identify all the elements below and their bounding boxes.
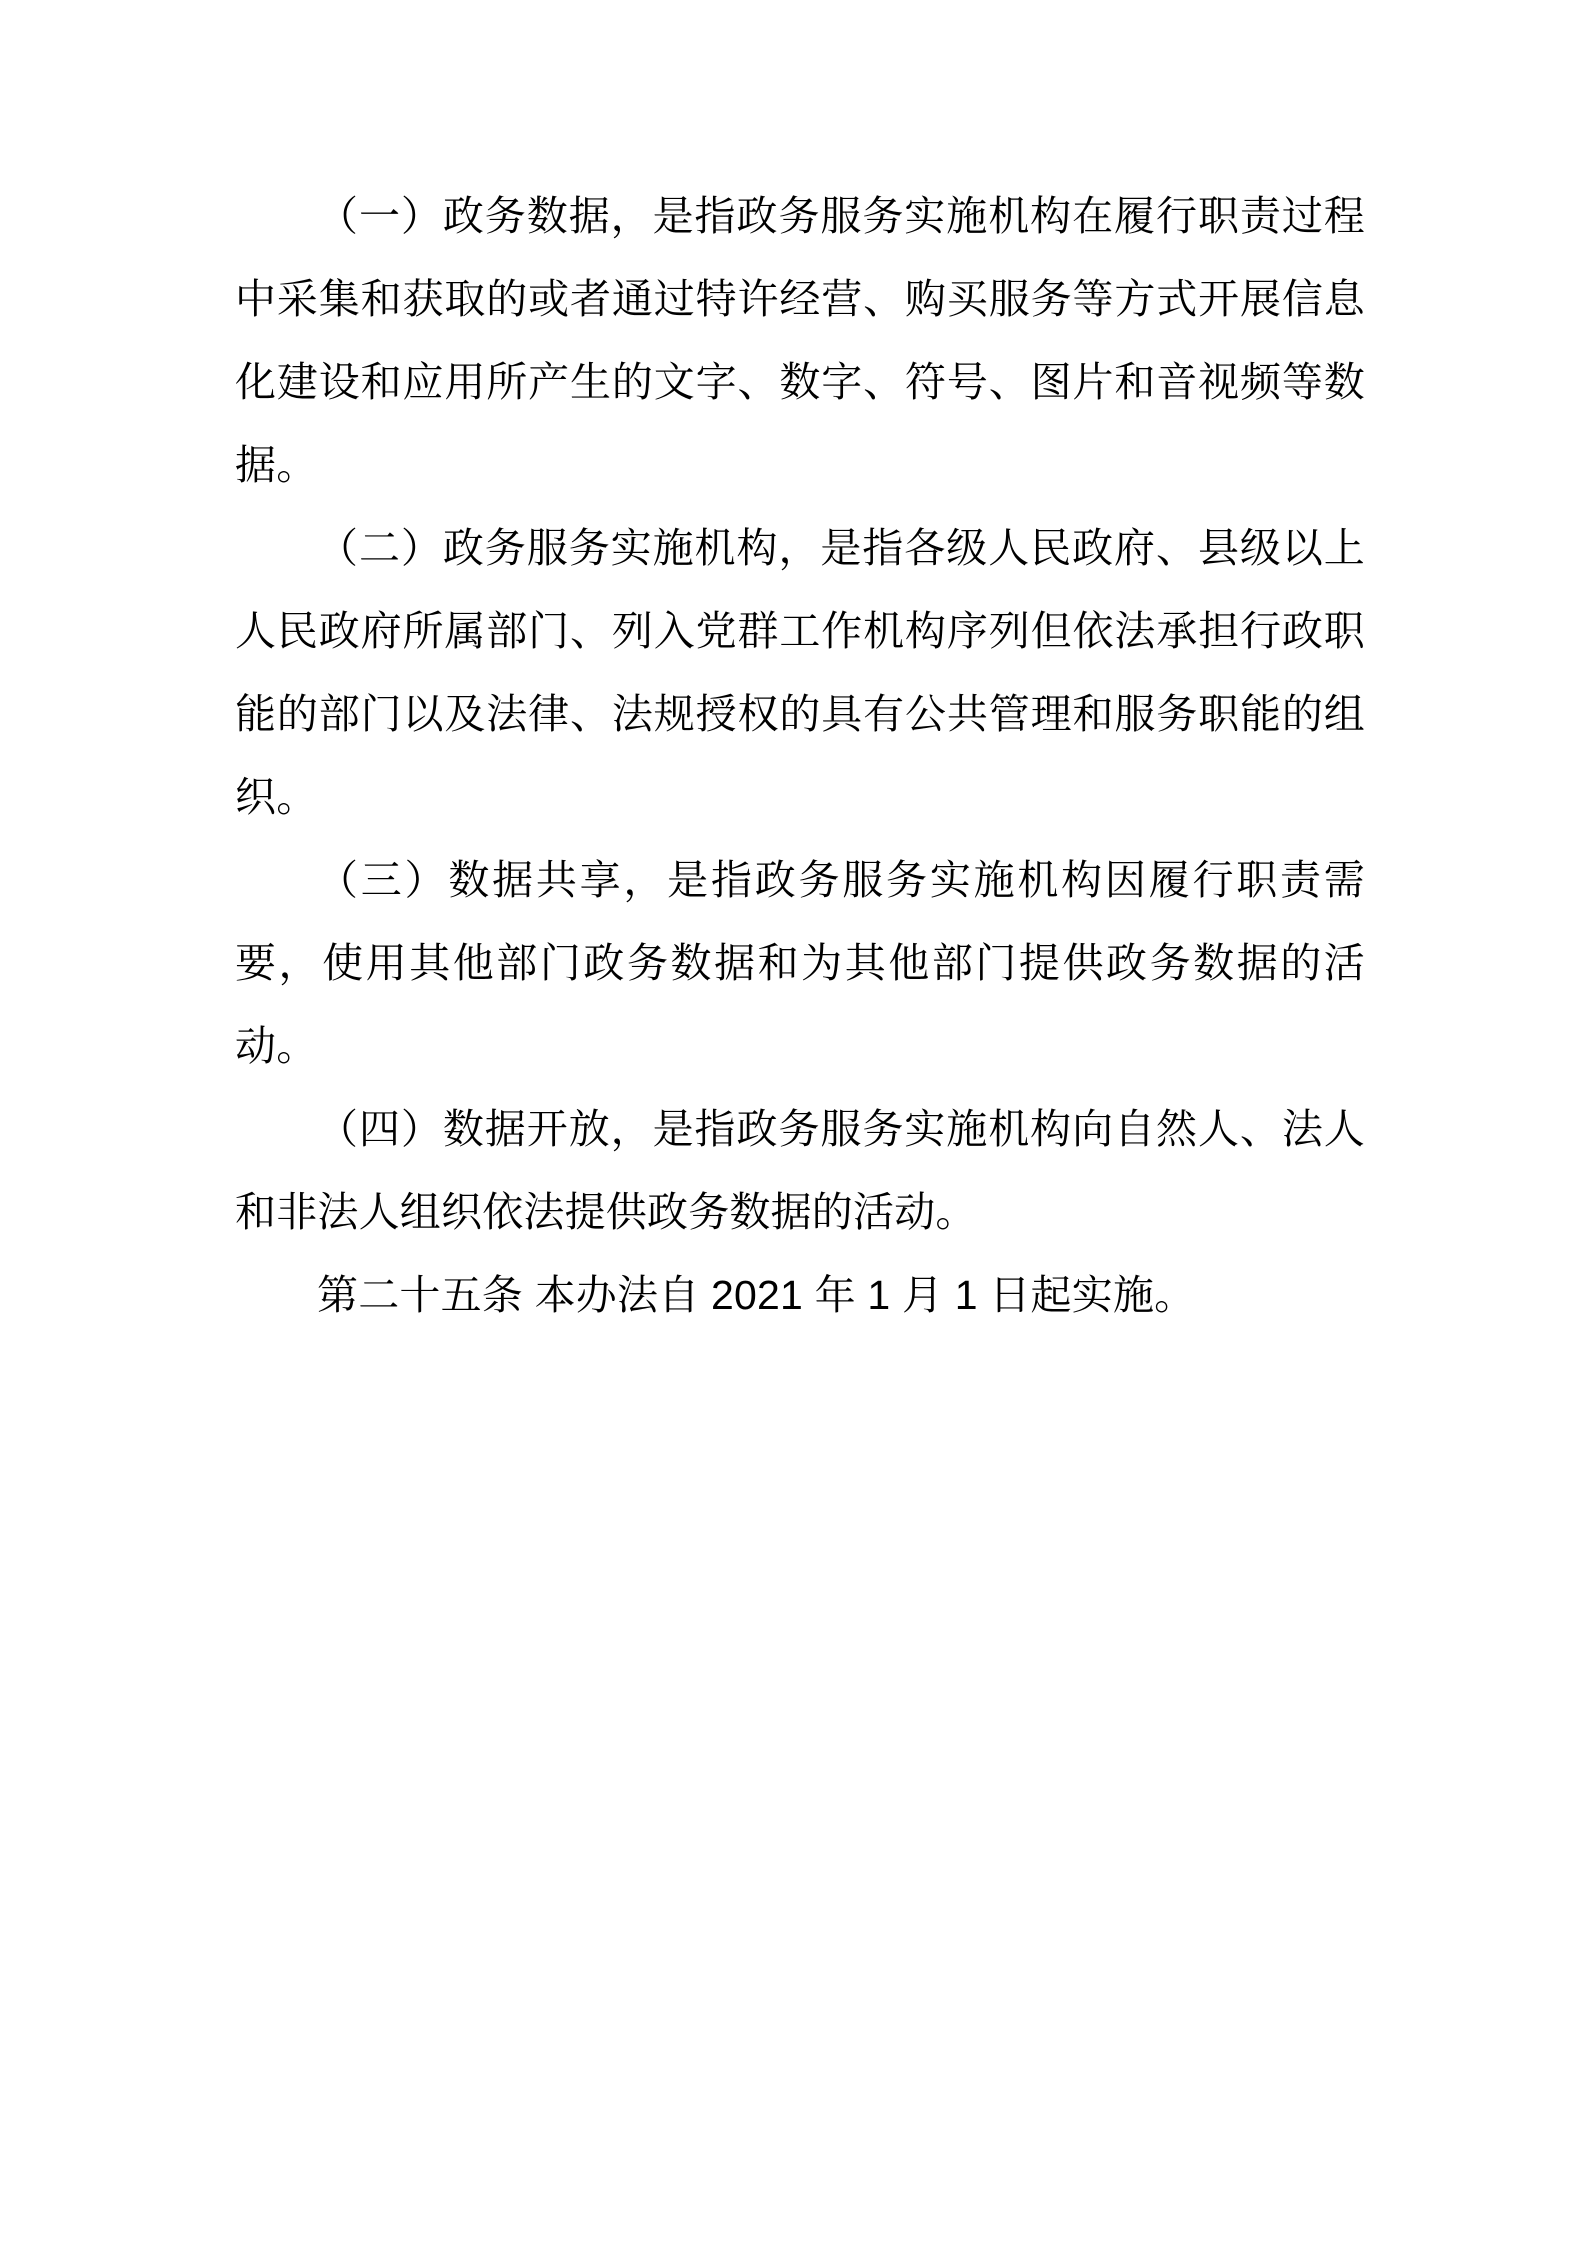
paragraph-item-2: （二）政务服务实施机构，是指各级人民政府、县级以上人民政府所属部门、列入党群工作机构序列但依法承担行政职能的部门以及法律、法规授权的具有公共管理和服务职能的组织。 [235,525,1365,820]
document-body [235,175,1365,1337]
paragraph-item-4: （四）数据开放，是指政务服务实施机构向自然人、法人和非法人组织依法提供政务数据的活动。 [235,1106,1365,1235]
paragraph-item-3: （三）数据共享，是指政务服务实施机构因履行职责需要，使用其他部门政务数据和为其他部门提供政务数据的活动。 [235,857,1365,1069]
paragraph-article-25: 第二十五条 本办法自 2021 年 1 月 1 日起实施。 [317,1272,1196,1318]
paragraph-item-1: （一）政务数据，是指政务服务实施机构在履行职责过程中采集和获取的或者通过特许经营、购买服务等方式开展信息化建设和应用所产生的文字、数字、符号、图片和音视频等数据。 [235,193,1365,488]
